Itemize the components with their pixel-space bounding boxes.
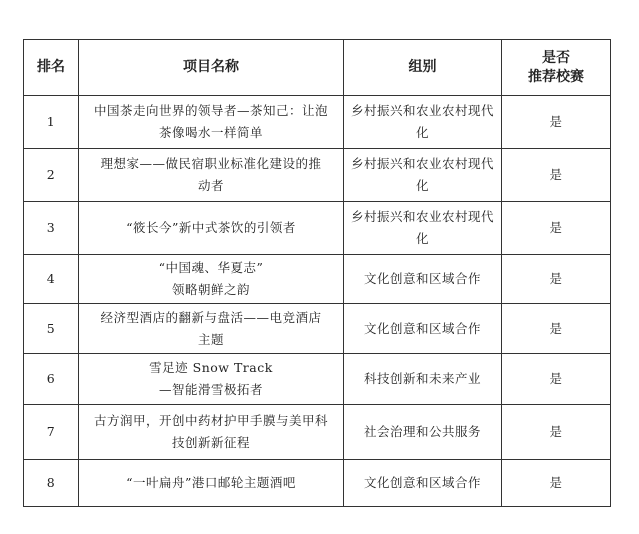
project-name-line: 中国茶走向世界的领导者—茶知己：让泡 — [93, 103, 328, 118]
group-line: 乡村振兴和农业农村现代 — [350, 156, 494, 171]
project-name-line: “一叶扁舟”港口邮轮主题酒吧 — [126, 475, 296, 490]
group-cell — [344, 354, 502, 405]
rank-cell: 8 — [24, 460, 79, 507]
group-line: 化 — [415, 125, 429, 140]
recommend-cell: 是 — [502, 460, 611, 507]
project-name-line: 技创新新征程 — [171, 435, 250, 450]
group-cell — [344, 255, 502, 304]
table-row — [24, 96, 611, 149]
group-line: 化 — [415, 178, 429, 193]
rank-cell: 6 — [24, 354, 79, 405]
recommend-cell: 是 — [502, 304, 611, 354]
group-line: 乡村振兴和农业农村现代 — [350, 103, 494, 118]
rank-cell: 1 — [24, 96, 79, 149]
recommend-cell: 是 — [502, 405, 611, 460]
project-name-cell — [79, 255, 344, 304]
project-name-line: 领略朝鲜之韵 — [171, 282, 250, 297]
project-name-line: 理想家——做民宿职业标准化建设的推 — [100, 156, 322, 171]
project-name-line: 经济型酒店的翻新与盘活——电竞酒店 — [100, 309, 322, 325]
table-header-row — [24, 40, 611, 96]
project-name-cell — [79, 405, 344, 460]
table-row — [24, 255, 611, 304]
table-row — [24, 405, 611, 460]
header-rank: 排名 — [24, 40, 79, 96]
group-line: 文化创意和区域合作 — [363, 320, 481, 336]
project-name-line: 动者 — [197, 178, 224, 193]
table-row — [24, 202, 611, 255]
group-line: 乡村振兴和农业农村现代 — [350, 209, 494, 224]
header-recommend-line2: 推荐校赛 — [528, 68, 584, 85]
rank-cell: 5 — [24, 304, 79, 354]
project-name-line: 茶像喝水一样简单 — [158, 125, 263, 140]
rank-cell: 7 — [24, 405, 79, 460]
header-group: 组别 — [344, 40, 502, 96]
ranking-table — [23, 39, 611, 507]
table-row — [24, 149, 611, 202]
project-name-cell — [79, 96, 344, 149]
table-row — [24, 354, 611, 405]
project-name-line: “筱长今”新中式茶饮的引领者 — [126, 220, 296, 235]
project-name-line: “中国魂、华夏志” — [158, 260, 264, 275]
group-line: 科技创新和未来产业 — [363, 371, 481, 386]
project-name-cell — [79, 304, 344, 354]
table-row — [24, 460, 611, 507]
group-line: 文化创意和区域合作 — [363, 271, 481, 286]
project-name-cell — [79, 460, 344, 507]
project-name-line: 主题 — [197, 331, 224, 347]
group-cell — [344, 460, 502, 507]
recommend-cell: 是 — [502, 149, 611, 202]
group-cell — [344, 149, 502, 202]
group-cell — [344, 202, 502, 255]
project-name-line: 古方润甲，开创中药材护甲手膜与美甲科 — [93, 413, 328, 428]
recommend-cell: 是 — [502, 96, 611, 149]
group-cell — [344, 405, 502, 460]
group-cell — [344, 304, 502, 354]
header-project-name: 项目名称 — [79, 40, 344, 96]
rank-cell: 4 — [24, 255, 79, 304]
rank-cell: 3 — [24, 202, 79, 255]
recommend-cell: 是 — [502, 255, 611, 304]
table-row — [24, 304, 611, 354]
rank-cell: 2 — [24, 149, 79, 202]
recommend-cell: 是 — [502, 354, 611, 405]
group-line: 文化创意和区域合作 — [363, 475, 481, 490]
project-name-line: 雪足迹 Snow Track — [149, 360, 273, 375]
project-name-cell — [79, 149, 344, 202]
header-recommend-line1: 是否 — [542, 49, 570, 66]
group-line: 社会治理和公共服务 — [363, 424, 481, 439]
group-line: 化 — [415, 231, 429, 246]
project-name-cell — [79, 354, 344, 405]
project-name-line: —智能滑雪极拓者 — [158, 382, 263, 397]
group-cell — [344, 96, 502, 149]
header-recommend — [502, 40, 611, 96]
recommend-cell: 是 — [502, 202, 611, 255]
project-name-cell — [79, 202, 344, 255]
